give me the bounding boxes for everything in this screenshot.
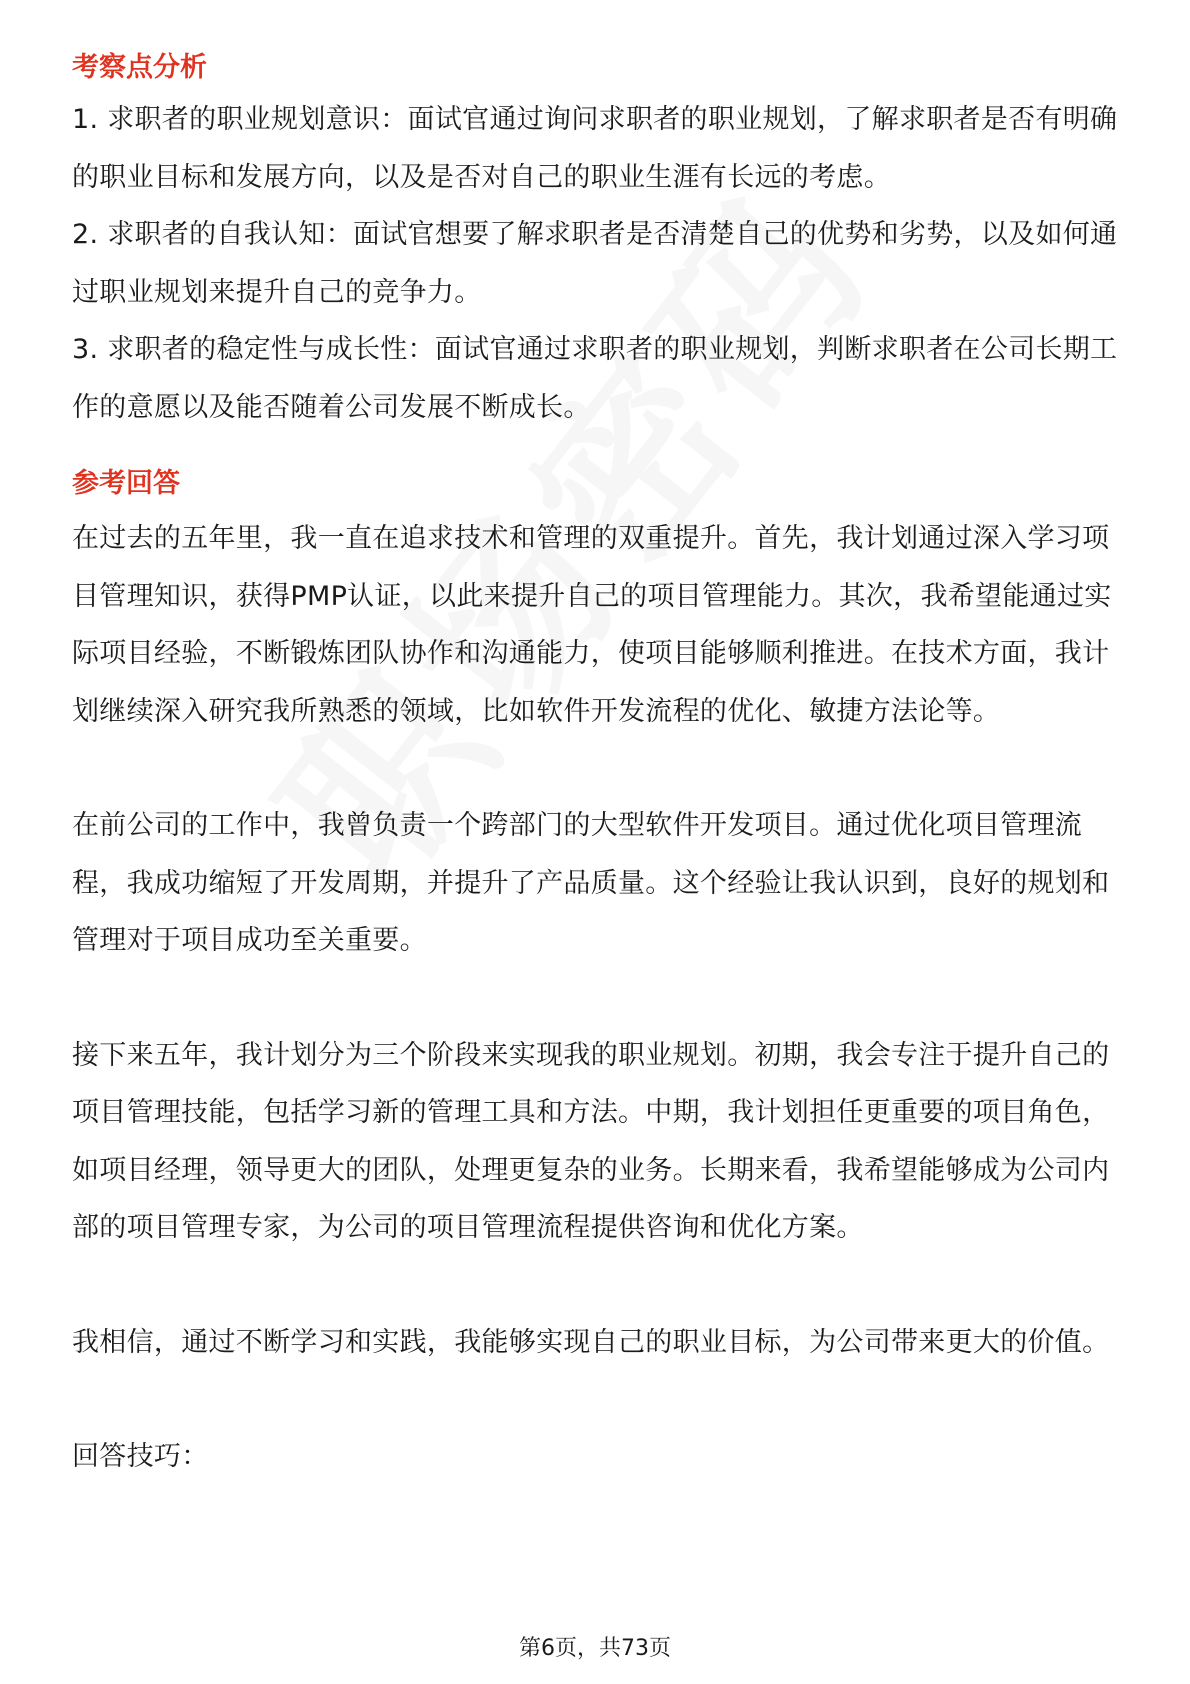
analysis-point: 1. 求职者的职业规划意识：面试官通过询问求职者的职业规划，了解求职者是否有明确的职业目标和发展方向，以及是否对自己的职业生涯有长远的考虑。 bbox=[72, 104, 1118, 193]
answer-body bbox=[72, 510, 1118, 1486]
tips-label: 回答技巧： bbox=[72, 1441, 209, 1472]
paragraph-spacer bbox=[72, 1257, 1118, 1314]
answer-paragraph: 在前公司的工作中，我曾负责一个跨部门的大型软件开发项目。通过优化项目管理流程，我成功缩短了开发周期，并提升了产品质量。这个经验让我认识到，良好的规划和管理对于项目成功至关重要。 bbox=[72, 810, 1110, 956]
paragraph-spacer bbox=[72, 1371, 1118, 1428]
answer-title: 参考回答 bbox=[72, 468, 180, 499]
paragraph-spacer bbox=[72, 740, 1118, 797]
analysis-points bbox=[72, 91, 1118, 436]
answer-paragraph: 我相信，通过不断学习和实践，我能够实现自己的职业目标，为公司带来更大的价值。 bbox=[72, 1326, 1110, 1358]
answer-paragraph: 接下来五年，我计划分为三个阶段来实现我的职业规划。初期，我会专注于提升自己的项目管理技能，包括学习新的管理工具和方法。中期，我计划担任更重要的项目角色，如项目经理，领导更大的团队，处理更复杂的业务。长期来看，我希望能够成为公司内部的项目管理专家，为公司的项目管理流程提供咨询和优化方案。 bbox=[72, 1039, 1110, 1243]
page-indicator: 第6页，共73页 bbox=[519, 1636, 671, 1661]
analysis-title: 考察点分析 bbox=[72, 52, 207, 83]
analysis-point: 2. 求职者的自我认知：面试官想要了解求职者是否清楚自己的优势和劣势，以及如何通过职业规划来提升自己的竞争力。 bbox=[72, 219, 1118, 308]
analysis-point: 3. 求职者的稳定性与成长性：面试官通过求职者的职业规划，判断求职者在公司长期工作的意愿以及能否随着公司发展不断成长。 bbox=[72, 334, 1118, 423]
document-page bbox=[72, 48, 1118, 1486]
paragraph-spacer bbox=[72, 970, 1118, 1027]
answer-paragraph: 在过去的五年里，我一直在追求技术和管理的双重提升。首先，我计划通过深入学习项目管理知识，获得PMP认证，以此来提升自己的项目管理能力。其次，我希望能通过实际项目经验，不断锻炼团队协作和沟通能力，使项目能够顺利推进。在技术方面，我计划继续深入研究我所熟悉的领域，比如软件开发流程的优化、敏捷方法论等。 bbox=[72, 523, 1112, 727]
